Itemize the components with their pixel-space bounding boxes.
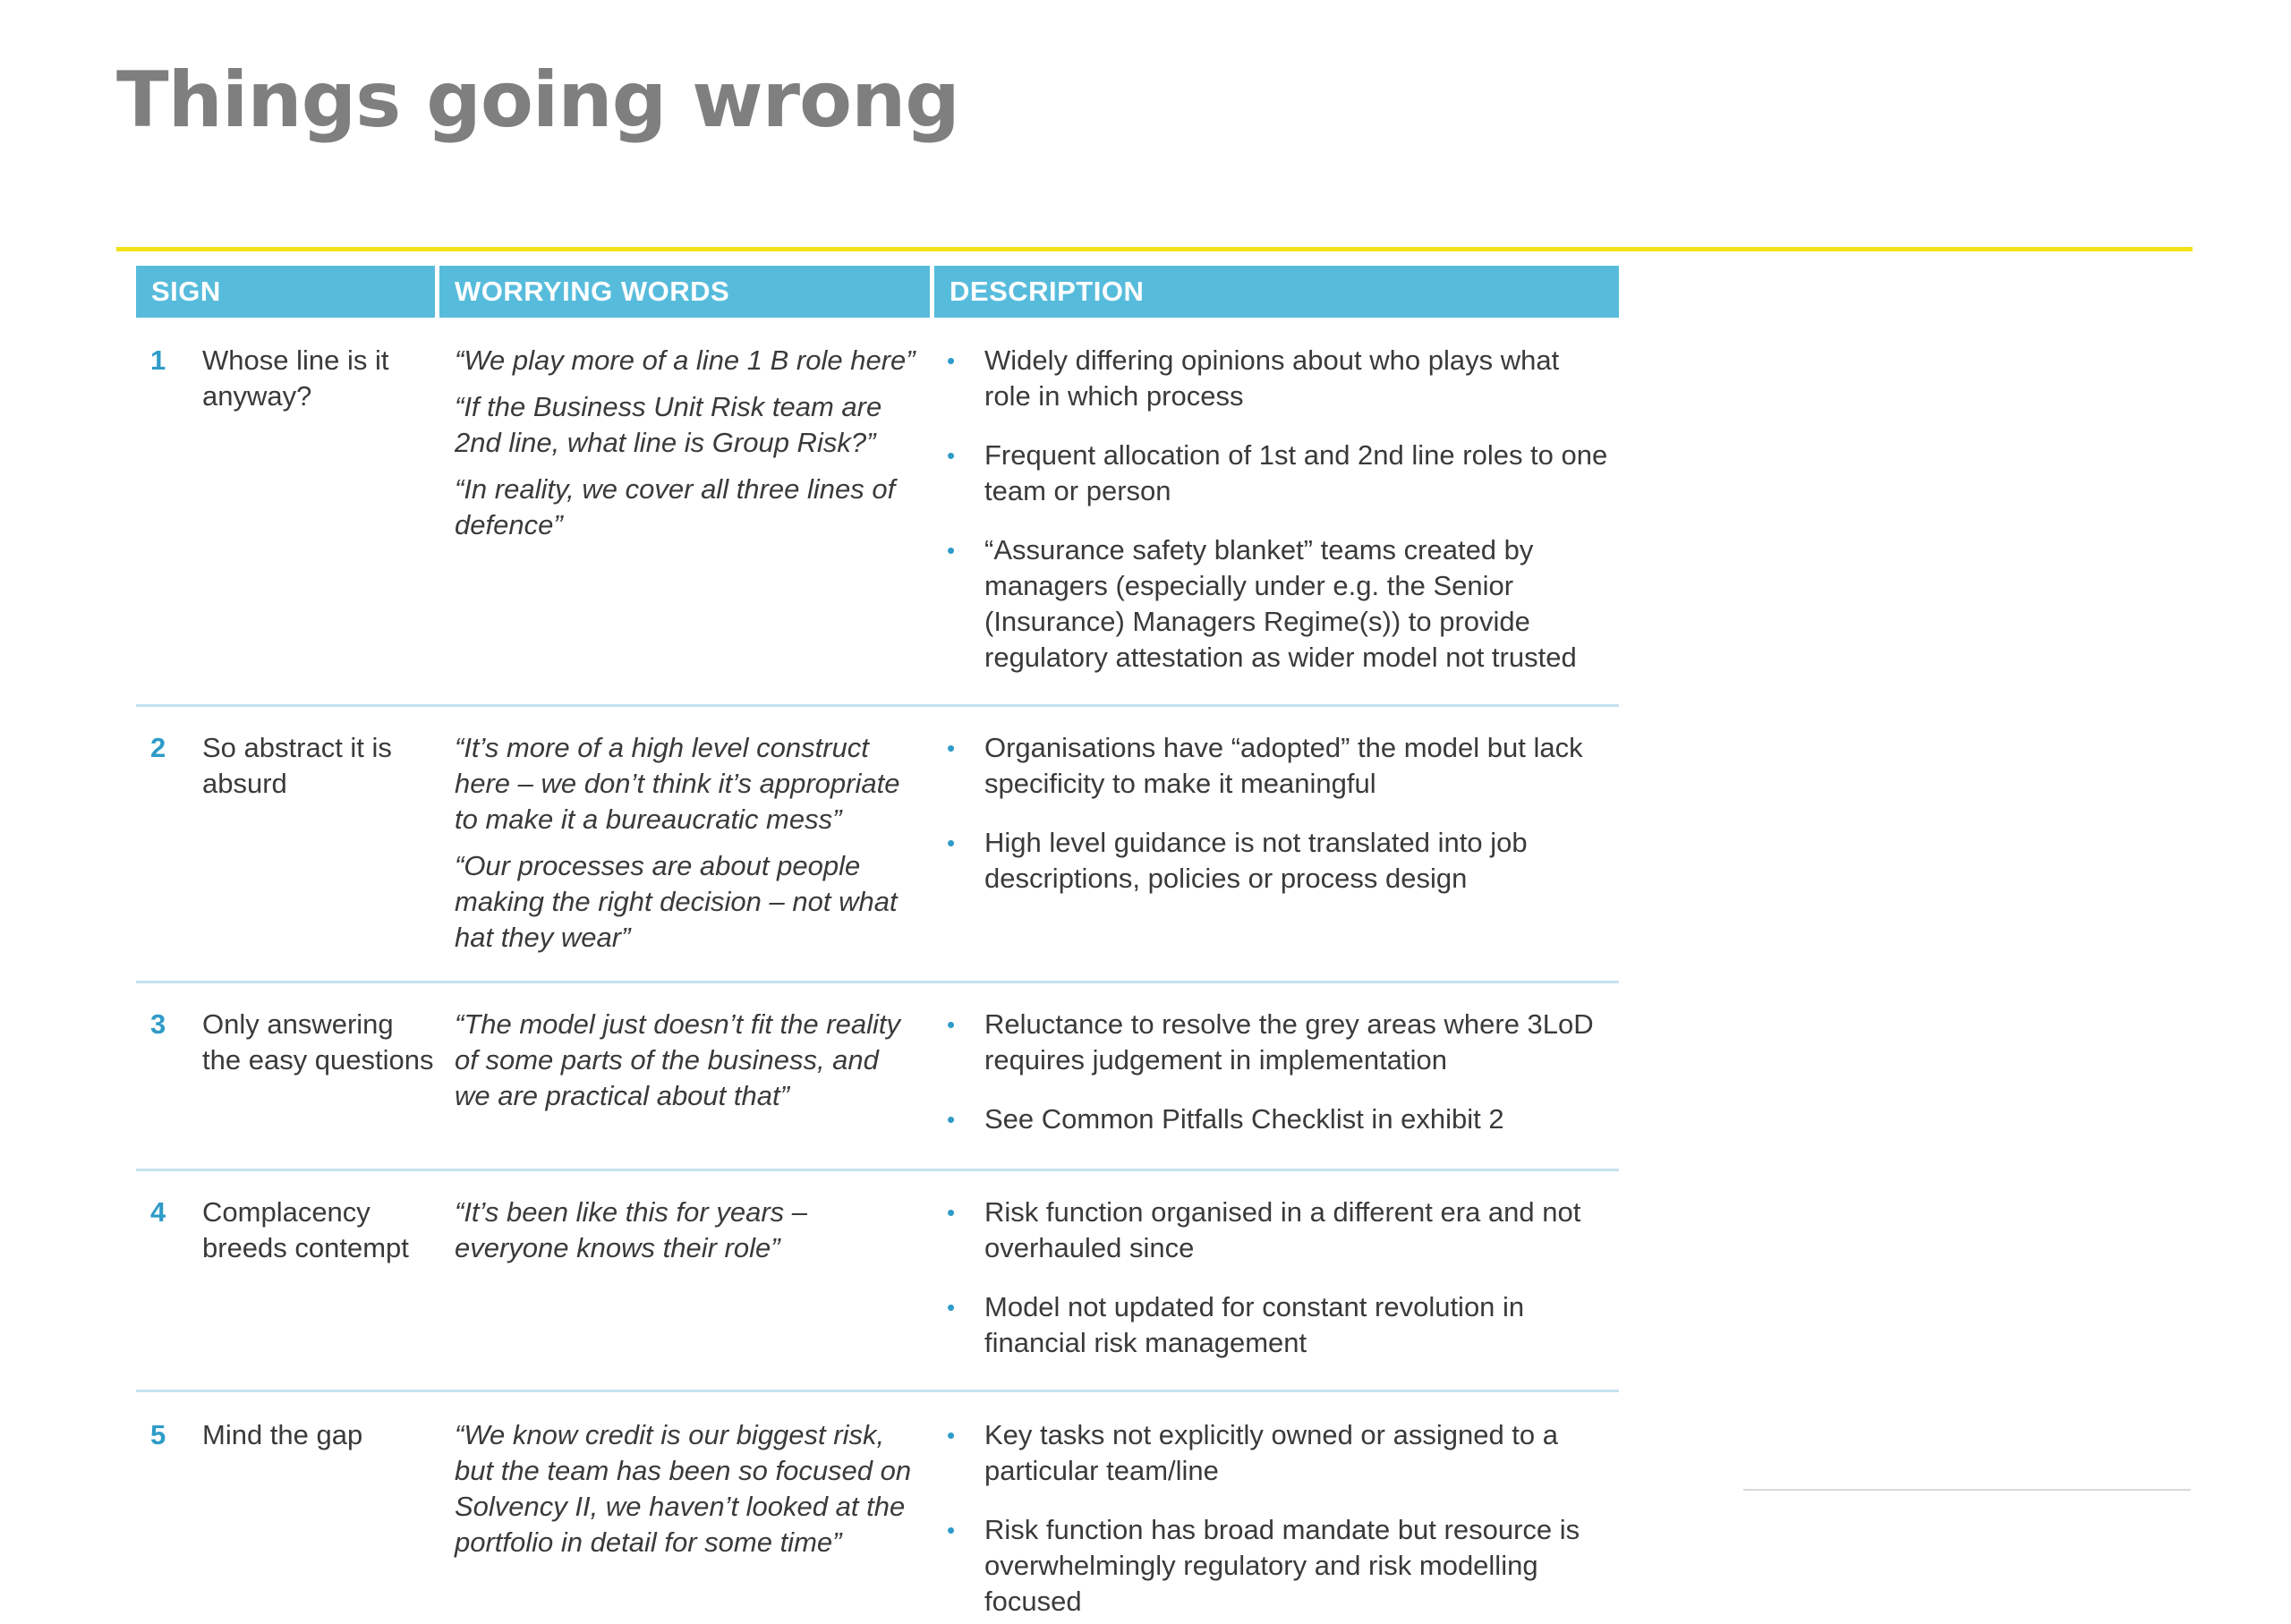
bullet-dot-icon: • xyxy=(947,1011,956,1038)
bullet-dot-icon: • xyxy=(947,347,956,374)
bullet-item xyxy=(947,438,1610,509)
bullet-item xyxy=(947,1289,1610,1361)
worrying-words-cell xyxy=(439,1007,934,1169)
quote: “Our processes are about people making the right decision – not what hat they wear” xyxy=(455,850,898,953)
bullet-dot-icon: • xyxy=(947,1106,956,1133)
row-number: 2 xyxy=(150,732,166,763)
bullet-dot-icon: • xyxy=(947,829,956,856)
quote: “It’s more of a high level construct here – we don’t think it’s appropriate to make it a bureaucratic mess” xyxy=(455,732,900,835)
description-cell xyxy=(934,1195,1619,1390)
bullet-item xyxy=(947,532,1610,676)
description-cell xyxy=(934,730,1619,981)
bullet-text: Key tasks not explicitly owned or assigned to a particular team/line xyxy=(984,1419,1559,1486)
description-cell xyxy=(934,1417,1619,1623)
bullet-text: Model not updated for constant revolution in financial risk management xyxy=(984,1291,1525,1358)
bullet-item xyxy=(947,1195,1610,1266)
worrying-words-cell xyxy=(439,1195,934,1390)
bullet-text: Organisations have “adopted” the model but lack specificity to make it meaningful xyxy=(984,732,1583,799)
row-number: 5 xyxy=(150,1419,166,1450)
row-number: 3 xyxy=(150,1008,166,1040)
page-title: Things going wrong xyxy=(116,55,959,145)
table-row xyxy=(136,983,1619,1171)
table-header xyxy=(136,266,1619,318)
footer-divider xyxy=(1743,1489,2191,1491)
header-worrying-words: WORRYING WORDS xyxy=(439,266,934,318)
description-cell xyxy=(934,1007,1619,1169)
description-cell xyxy=(934,343,1619,704)
bullet-item xyxy=(947,1101,1610,1137)
bullet-item xyxy=(947,343,1610,414)
sign-cell xyxy=(136,1417,439,1623)
bullet-dot-icon: • xyxy=(947,1294,956,1321)
bullet-item xyxy=(947,730,1610,802)
bullet-text: Widely differing opinions about who plays what role in which process xyxy=(984,344,1560,412)
bullet-text: Risk function organised in a different era and not overhauled since xyxy=(984,1196,1581,1263)
sign-cell xyxy=(136,730,439,981)
quote: “We play more of a line 1 B role here” xyxy=(455,344,916,376)
quote: “We know credit is our biggest risk, but the team has been so focused on Solvency II, we haven’t looked at the portfolio in detail for some time” xyxy=(455,1419,912,1558)
sign-cell xyxy=(136,1195,439,1390)
row-number: 4 xyxy=(150,1196,166,1228)
sign-text: Mind the gap xyxy=(202,1419,363,1450)
bullet-item xyxy=(947,1512,1610,1620)
header-sign: SIGN xyxy=(136,266,439,318)
bullet-item xyxy=(947,1417,1610,1489)
table-row xyxy=(136,707,1619,983)
sign-cell xyxy=(136,343,439,704)
row-number: 1 xyxy=(150,344,166,376)
bullet-text: Risk function has broad mandate but resource is overwhelmingly regulatory and risk modelling focused xyxy=(984,1514,1580,1617)
sign-text: So abstract it is absurd xyxy=(202,732,392,799)
bullet-dot-icon: • xyxy=(947,442,956,469)
quote: “In reality, we cover all three lines of defence” xyxy=(455,473,896,540)
bullet-dot-icon: • xyxy=(947,537,956,564)
bullet-item xyxy=(947,1007,1610,1078)
sign-text: Complacency breeds contempt xyxy=(202,1196,409,1263)
sign-cell xyxy=(136,1007,439,1169)
header-divider xyxy=(116,247,2193,251)
bullet-item xyxy=(947,825,1610,897)
bullet-text: Frequent allocation of 1st and 2nd line roles to one team or person xyxy=(984,439,1608,506)
quote: “The model just doesn’t fit the reality of some parts of the business, and we are practical about that” xyxy=(455,1008,900,1111)
table-row xyxy=(136,318,1619,707)
worrying-words-cell xyxy=(439,1417,934,1623)
bullet-text: “Assurance safety blanket” teams created by managers (especially under e.g. the Senior (Insurance) Managers Regime(s)) to provide regulatory attestation as wider model not trusted xyxy=(984,534,1577,673)
bullet-dot-icon: • xyxy=(947,1199,956,1226)
quote: “If the Business Unit Risk team are 2nd line, what line is Group Risk?” xyxy=(455,391,882,458)
bullet-text: See Common Pitfalls Checklist in exhibit 2 xyxy=(984,1103,1504,1135)
bullet-text: Reluctance to resolve the grey areas where 3LoD requires judgement in implementation xyxy=(984,1008,1594,1076)
signs-table xyxy=(136,266,1619,1623)
bullet-text: High level guidance is not translated into job descriptions, policies or process design xyxy=(984,827,1528,894)
bullet-dot-icon: • xyxy=(947,1422,956,1449)
bullet-dot-icon: • xyxy=(947,735,956,761)
sign-text: Whose line is it anyway? xyxy=(202,344,389,412)
table-row xyxy=(136,1392,1619,1623)
quote: “It’s been like this for years – everyone knows their role” xyxy=(455,1196,807,1263)
table-row xyxy=(136,1171,1619,1392)
sign-text: Only answering the easy questions xyxy=(202,1008,434,1076)
worrying-words-cell xyxy=(439,730,934,981)
header-description: DESCRIPTION xyxy=(934,266,1619,318)
bullet-dot-icon: • xyxy=(947,1517,956,1543)
worrying-words-cell xyxy=(439,343,934,704)
